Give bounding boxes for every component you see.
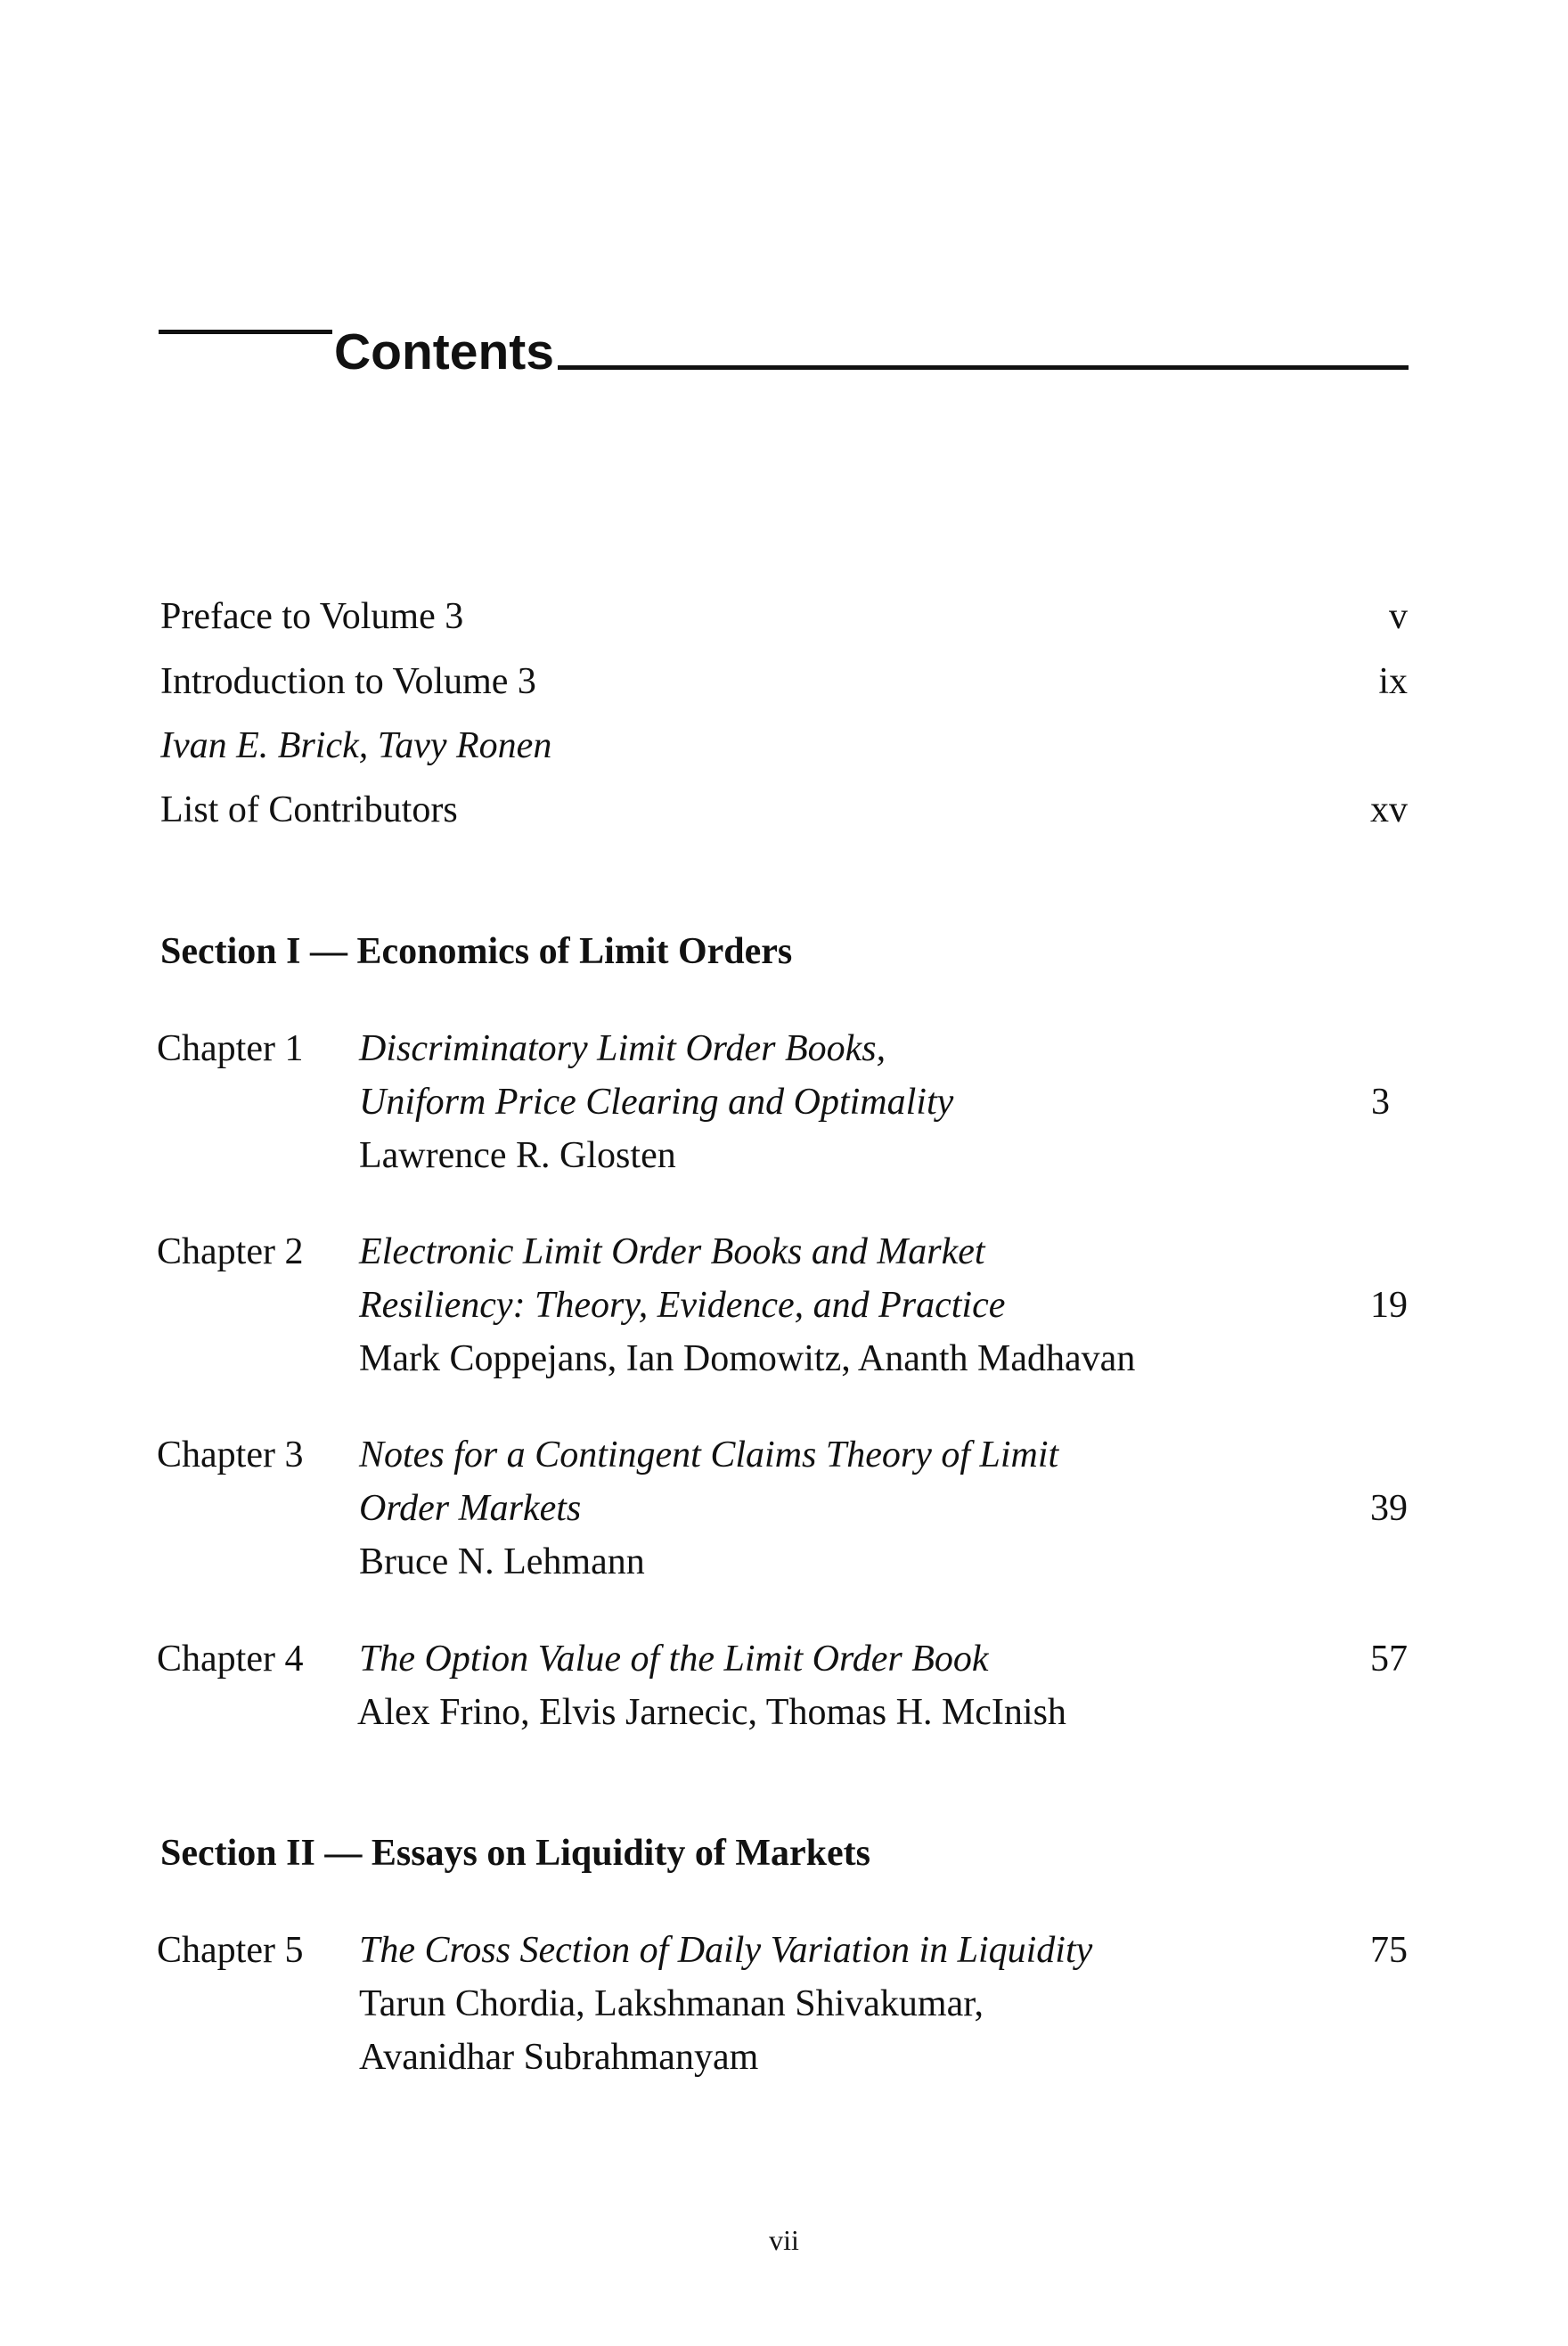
heading-rule-right (558, 365, 1409, 370)
contents-heading: Contents (334, 323, 554, 380)
chapter-title-line: Uniform Price Clearing and Optimality (359, 1082, 954, 1123)
chapter-authors: Lawrence R. Glosten (359, 1135, 676, 1176)
chapter-label: Chapter 2 (157, 1231, 304, 1272)
toc-entry-introduction-title: Introduction to Volume 3 (160, 661, 536, 702)
heading-rule-left (159, 330, 332, 334)
section-heading: Section II — Essays on Liquidity of Markets (160, 1833, 870, 1874)
chapter-title-line: Discriminatory Limit Order Books, (359, 1028, 886, 1069)
chapter-title-line: Notes for a Contingent Claims Theory of Limit (359, 1435, 1059, 1475)
chapter-label: Chapter 1 (157, 1028, 304, 1069)
toc-entry-preface-title: Preface to Volume 3 (160, 596, 464, 637)
chapter-authors: Tarun Chordia, Lakshmanan Shivakumar, (359, 1983, 984, 2024)
page-folio: vii (769, 2224, 799, 2256)
chapter-title-line: Electronic Limit Order Books and Market (359, 1231, 985, 1272)
chapter-authors: Mark Coppejans, Ian Domowitz, Ananth Madhavan (359, 1338, 1136, 1379)
chapter-title-line: Resiliency: Theory, Evidence, and Practice (359, 1285, 1006, 1326)
chapter-title-line: The Option Value of the Limit Order Book (359, 1639, 989, 1680)
chapter-page-number: 3 (1371, 1082, 1390, 1123)
toc-entry-introduction-page: ix (1378, 661, 1408, 702)
toc-entry-contributors-title: List of Contributors (160, 789, 458, 830)
chapter-label: Chapter 5 (157, 1930, 304, 1971)
chapter-page-number: 39 (1370, 1488, 1408, 1529)
section-heading: Section I — Economics of Limit Orders (160, 931, 793, 972)
chapter-label: Chapter 4 (157, 1639, 304, 1680)
chapter-title-line: Order Markets (359, 1488, 582, 1529)
toc-entry-contributors-page: xv (1370, 789, 1408, 830)
chapter-authors: Bruce N. Lehmann (359, 1541, 645, 1582)
chapter-authors: Alex Frino, Elvis Jarnecic, Thomas H. McInish (357, 1692, 1066, 1733)
chapter-title-line: The Cross Section of Daily Variation in Liquidity (359, 1930, 1093, 1971)
chapter-authors: Avanidhar Subrahmanyam (359, 2037, 759, 2078)
chapter-page-number: 57 (1370, 1639, 1408, 1680)
chapter-label: Chapter 3 (157, 1435, 304, 1475)
chapter-page-number: 75 (1370, 1930, 1408, 1971)
chapter-page-number: 19 (1370, 1285, 1408, 1326)
toc-entry-preface-page: v (1389, 596, 1408, 637)
toc-entry-introduction-authors: Ivan E. Brick, Tavy Ronen (160, 725, 552, 766)
